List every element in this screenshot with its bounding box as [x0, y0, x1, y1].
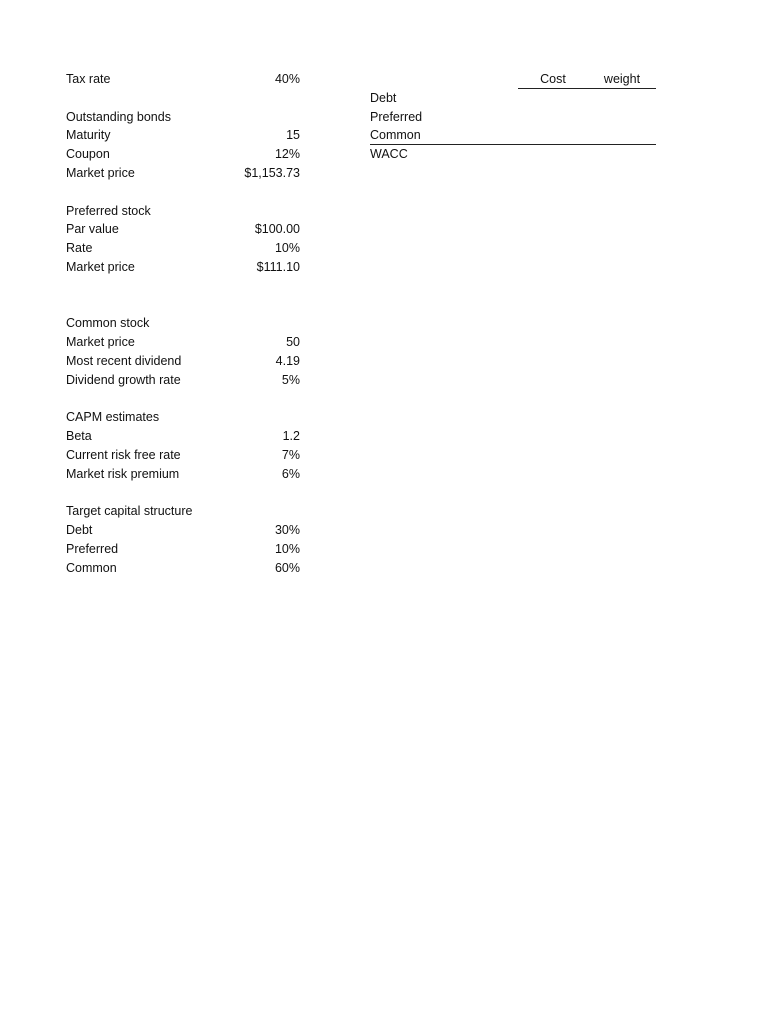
capm-premium-value: 6% — [281, 466, 300, 481]
common-market-price-label: Market price — [66, 335, 135, 350]
preferred-row — [66, 220, 300, 239]
wacc-weight-header: weight — [603, 72, 641, 86]
target-debt-label: Debt — [66, 523, 93, 538]
target-preferred-value: 10% — [274, 541, 300, 556]
preferred-row — [66, 258, 300, 277]
capm-risk-free-value: 7% — [281, 447, 300, 462]
common-row — [66, 352, 300, 371]
preferred-market-price-label: Market price — [66, 259, 135, 274]
common-market-price-value: 50 — [286, 335, 300, 350]
common-row — [66, 333, 300, 352]
target-row — [66, 521, 300, 540]
bonds-maturity-label: Maturity — [66, 128, 111, 143]
preferred-par-label: Par value — [66, 222, 119, 237]
bonds-maturity-value: 15 — [286, 128, 300, 143]
bonds-row — [66, 145, 300, 164]
target-row — [66, 540, 300, 559]
capm-beta-value: 1.2 — [282, 429, 300, 444]
tax-rate-value: 40% — [274, 72, 300, 86]
bonds-coupon-label: Coupon — [66, 147, 110, 162]
capm-beta-label: Beta — [66, 429, 92, 444]
preferred-rate-label: Rate — [66, 241, 93, 256]
target-common-label: Common — [66, 560, 117, 575]
common-growth-label: Dividend growth rate — [66, 372, 181, 387]
target-debt-value: 30% — [274, 523, 300, 538]
bonds-row — [66, 164, 300, 183]
wacc-cost-header: Cost — [540, 72, 566, 86]
common-row — [66, 371, 300, 390]
tax-rate-row — [66, 70, 300, 89]
preferred-row — [66, 239, 300, 258]
preferred-par-value: $100.00 — [254, 222, 300, 237]
common-heading-row — [66, 314, 300, 333]
bonds-heading-row — [66, 108, 300, 127]
common-heading: Common stock — [66, 316, 150, 331]
capm-heading: CAPM estimates — [66, 410, 160, 425]
capm-premium-label: Market risk premium — [66, 466, 180, 481]
preferred-rate-value: 10% — [274, 241, 300, 256]
target-row — [66, 559, 300, 578]
capm-row — [66, 465, 300, 484]
wacc-debt-row: Debt — [370, 90, 397, 105]
target-preferred-label: Preferred — [66, 541, 119, 556]
tax-rate-label: Tax rate — [66, 72, 111, 86]
capm-risk-free-label: Current risk free rate — [66, 447, 181, 462]
bonds-market-price-value: $1,153.73 — [244, 165, 300, 180]
common-growth-value: 5% — [281, 372, 300, 387]
bonds-row — [66, 126, 300, 145]
wacc-header — [370, 70, 656, 89]
common-dividend-value: 4.19 — [275, 353, 300, 368]
wacc-common-row: Common — [370, 126, 656, 145]
preferred-heading-row — [66, 202, 300, 221]
preferred-heading: Preferred stock — [66, 203, 151, 218]
target-heading-row — [66, 502, 300, 521]
header-rule — [518, 88, 656, 89]
wacc-table — [370, 70, 656, 164]
bonds-heading: Outstanding bonds — [66, 109, 171, 124]
wacc-total-row: WACC — [370, 147, 408, 162]
bonds-coupon-value: 12% — [274, 147, 300, 162]
capm-row — [66, 427, 300, 446]
wacc-preferred-row: Preferred — [370, 109, 423, 124]
bonds-market-price-label: Market price — [66, 165, 135, 180]
common-dividend-label: Most recent dividend — [66, 353, 182, 368]
preferred-market-price-value: $111.10 — [256, 259, 300, 274]
target-common-value: 60% — [274, 560, 300, 575]
capm-row — [66, 446, 300, 465]
target-heading: Target capital structure — [66, 504, 193, 519]
inputs-table — [66, 70, 300, 578]
capm-heading-row — [66, 408, 300, 427]
